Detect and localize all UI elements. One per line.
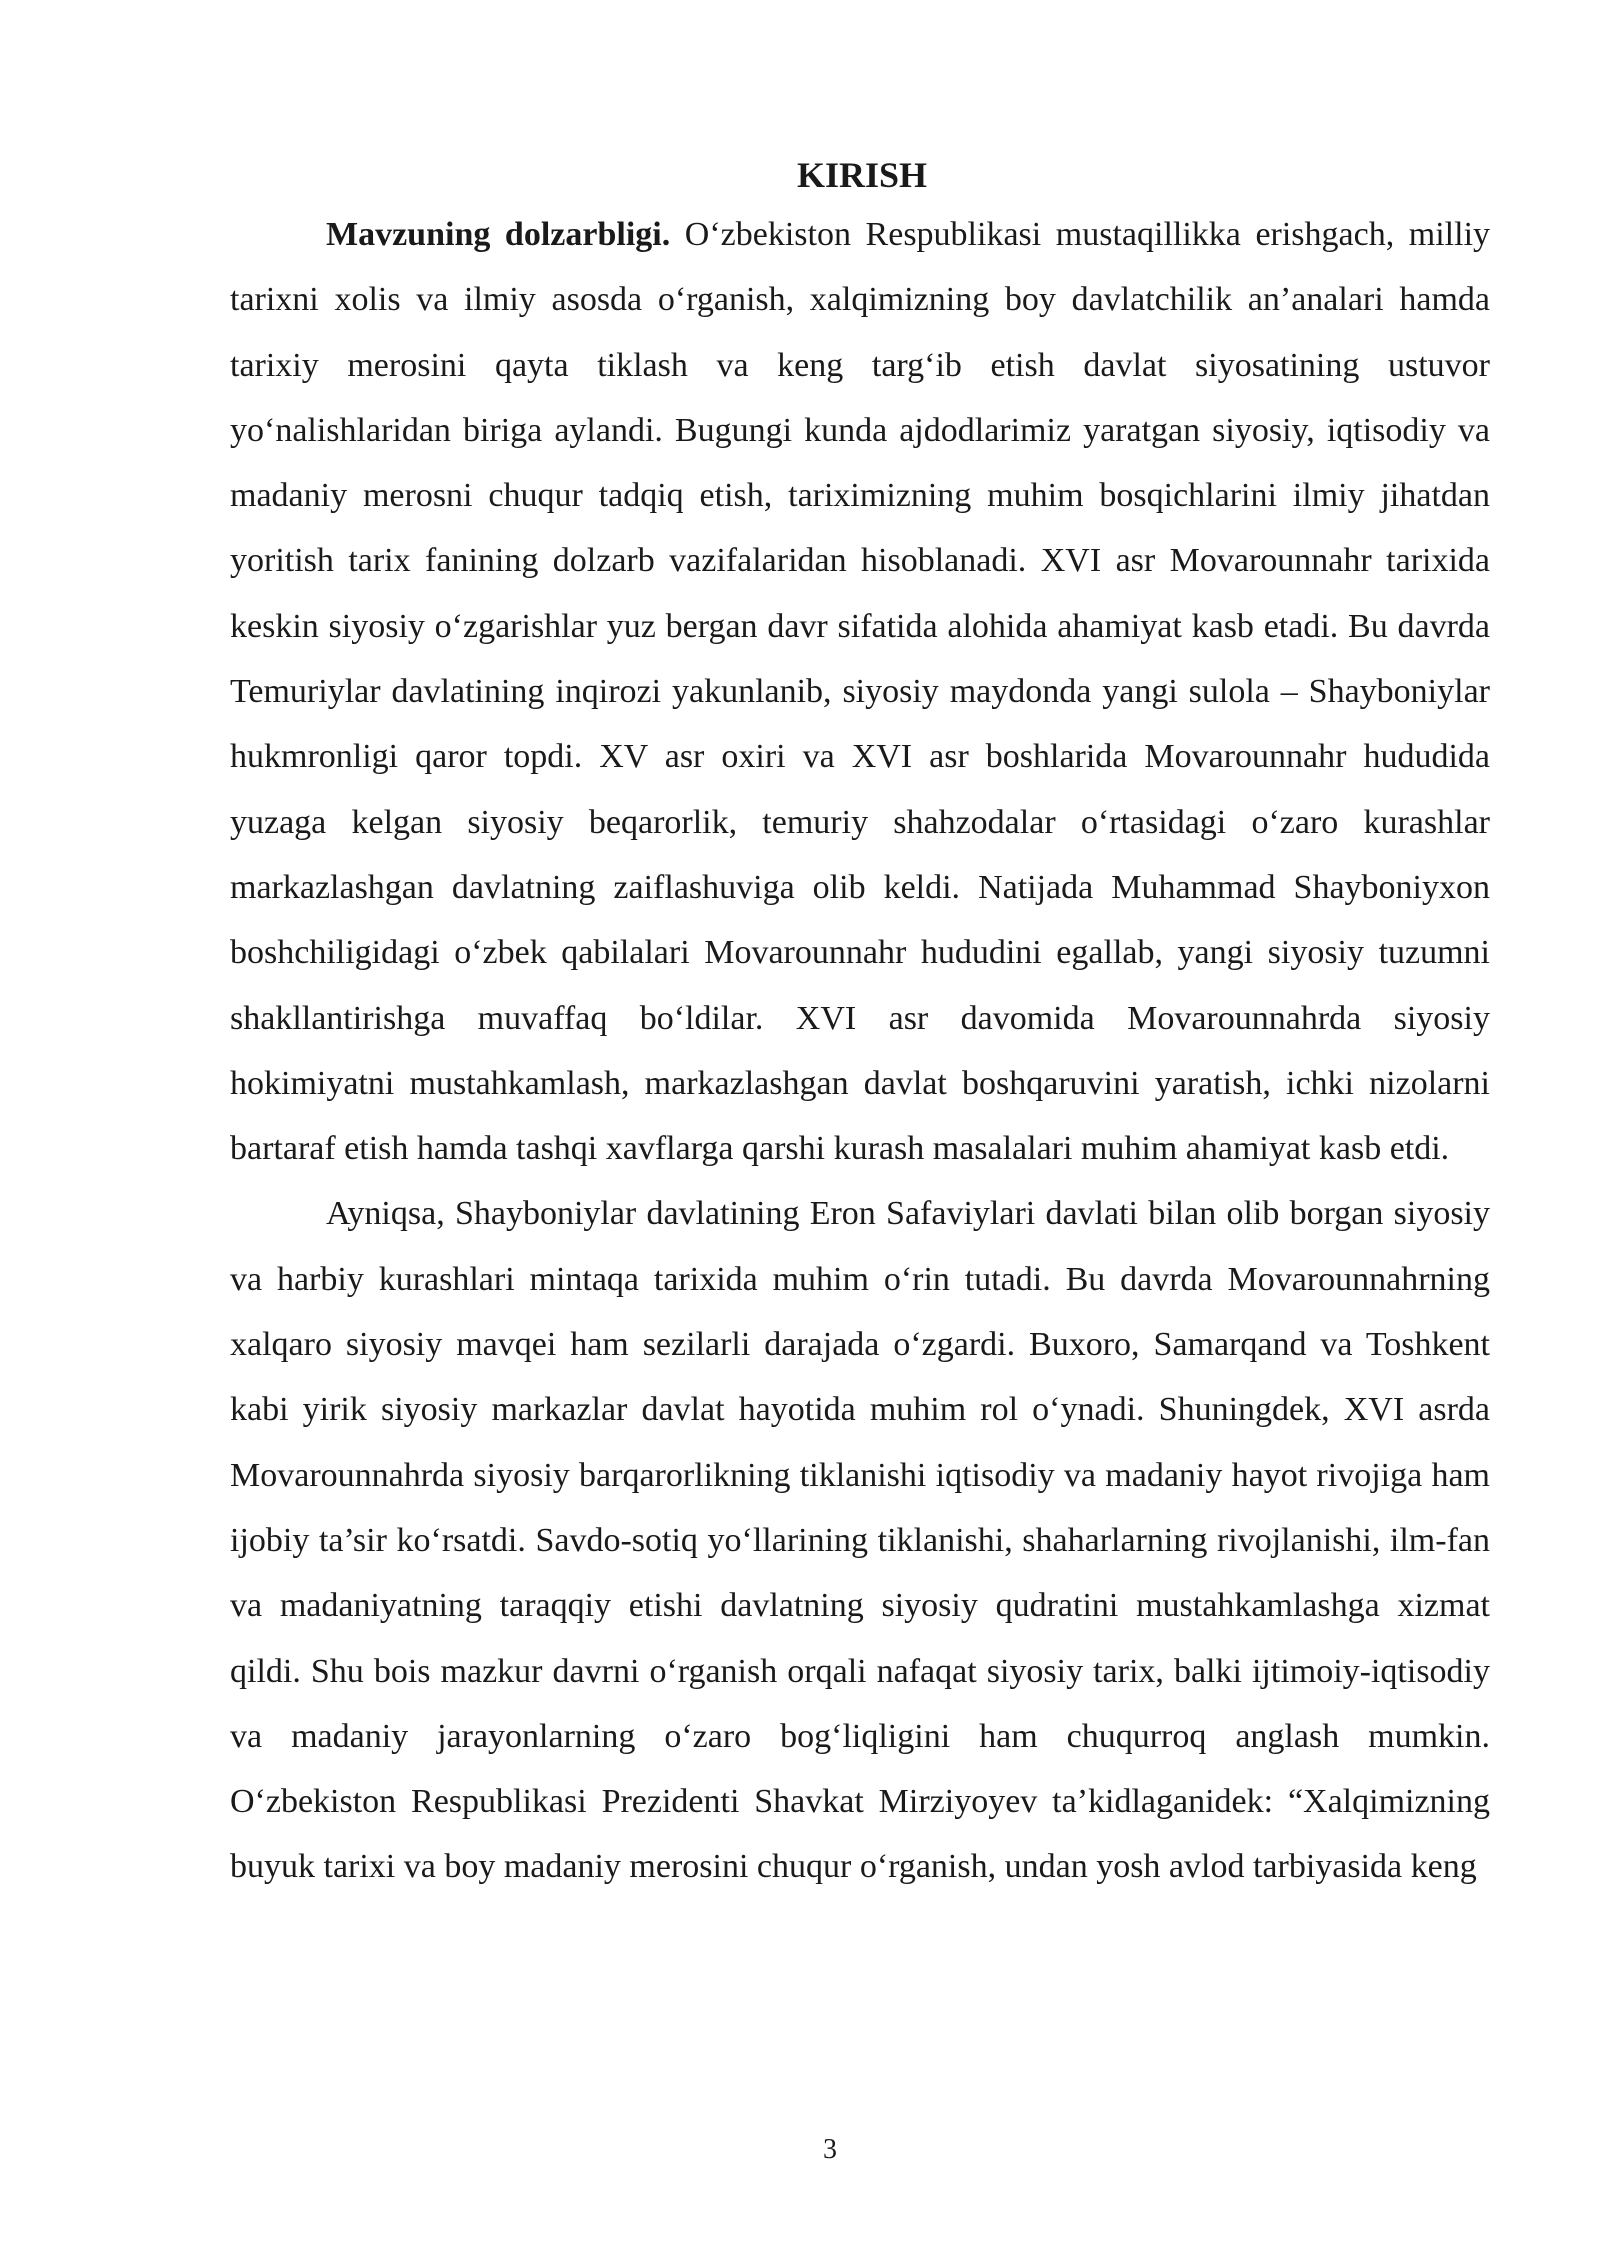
paragraph-relevance-text: O‘zbekiston Respublikasi mustaqillikka erishgach, milliy tarixni xolis va ilmiy asosda o‘rganish, xalqimizning boy davlatchilik an’analari hamda tarixiy merosini qayta tiklash va keng targ‘ib etish davlat siyosatining ustuvor yo‘nalishlaridan biriga aylandi. Bugungi kunda ajdodlarimiz yaratgan siyosiy, iqtisodiy va madaniy merosni chuqur tadqiq etish, tariximizning muhim bosqichlarini ilmiy jihatdan yoritish tarix fanining dolzarb vazifalaridan hisoblanadi. XVI asr Movarounnahr tarixida keskin siyosiy o‘zgarishlar yuz bergan davr sifatida alohida ahamiyat kasb etadi. Bu davrda Temuriylar davlatining inqirozi yakunlanib, siyosiy maydonda yangi sulola – Shayboniylar hukmronligi qaror topdi. XV asr oxiri va XVI asr boshlarida Movarounnahr hududida yuzaga kelgan siyosiy beqarorlik, temuriy shahzodalar o‘rtasidagi o‘zaro kurashlar markazlashgan davlatning zaiflashuviga olib keldi. Natijada Muhammad Shayboniyxon boshchiligidagi o‘zbek qabilalari Movarounnahr hududini egallab, yangi siyosiy tuzumni shakllantirishga muvaffaq bo‘ldilar. XVI asr davomida Movarounnahrda siyosiy hokimiyatni mustahkamlash, markazlashgan davlat boshqaruvini yaratish, ichki nizolarni bartaraf etish hamda tashqi xavflarga qarshi kurash masalalari muhim ahamiyat kasb etdi.: [230, 216, 1491, 1168]
section-title: KIRISH: [796, 155, 928, 195]
paragraph-lead: Mavzuning dolzarbligi.: [326, 216, 671, 253]
paragraph-shaybanids: Ayniqsa, Shayboniylar davlatining Eron Safaviylari davlati bilan olib borgan siyosiy va harbiy kurashlari mintaqa tarixida muhim o‘rin tutadi. Bu davrda Movarounnahrning xalqaro siyosiy mavqei ham sezilarli darajada o‘zgardi. Buxoro, Samarqand va Toshkent kabi yirik siyosiy markazlar davlat hayotida muhim rol o‘ynadi. Shuningdek, XVI asrda Movarounnahrda siyosiy barqarorlikning tiklanishi iqtisodiy va madaniy hayot rivojiga ham ijobiy ta’sir ko‘rsatdi. Savdo-sotiq yo‘llarining tiklanishi, shaharlarning rivojlanishi, ilm-fan va madaniyatning taraqqiy etishi davlatning siyosiy qudratini mustahkamlashga xizmat qildi. Shu bois mazkur davrni o‘rganish orqali nafaqat siyosiy tarix, balki ijtimoiy-iqtisodiy va madaniy jarayonlarning o‘zaro bog‘liqligini ham chuqurroq anglash mumkin. O‘zbekiston Respublikasi Prezidenti Shavkat Mirziyoyev ta’kidlaganidek: “Xalqimizning buyuk tarixi va boy madaniy merosini chuqur o‘rganish, undan yosh avlod tarbiyasida keng: [230, 1195, 1490, 1886]
document-body: [230, 148, 1490, 1900]
paragraph-relevance: [230, 202, 1490, 1181]
page-number: 3: [823, 2134, 837, 2165]
